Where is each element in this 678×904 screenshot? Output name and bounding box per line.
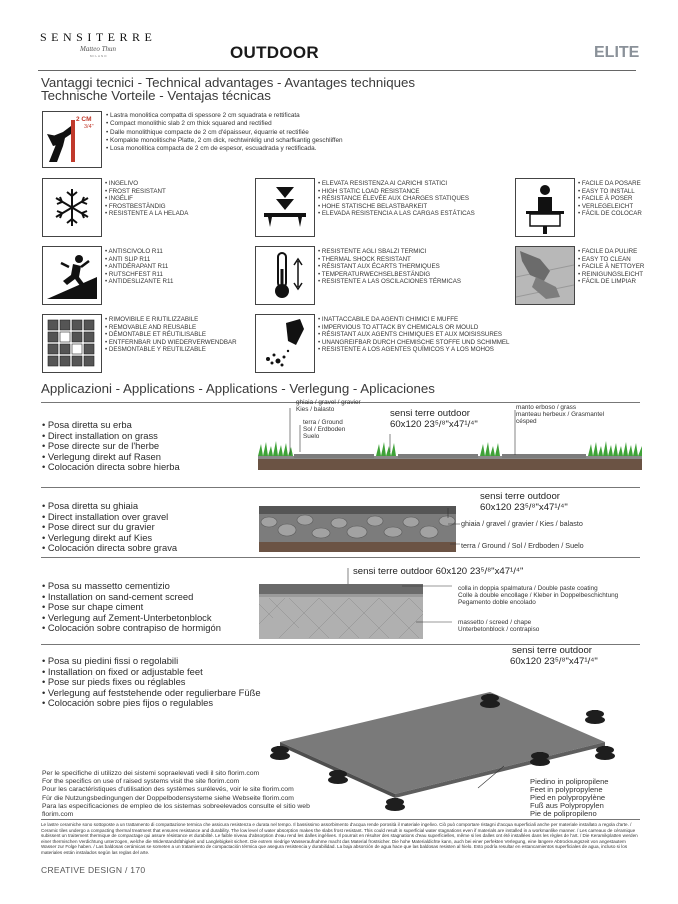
divider [41, 819, 640, 820]
feet-material-label: Piedino in polipropilene Feet in polypropylene Pied en polypropylène Fuß aus Polypropylen Pie de polipropileno [530, 777, 609, 819]
list-item: • Colocación directa sobre grava [42, 543, 242, 554]
gravel-installation-list [42, 501, 242, 554]
list-item: • Lastra monolitica compatta di spessore 2 cm squadrata e rettificata [106, 112, 446, 120]
feet-product-name: sensi terre outdoor [512, 645, 592, 656]
feature-load: • ELEVATA RESISTENZA AI CARICHI STATICI • HIGH STATIC LOAD RESISTANCE • RÉSISTANCE ÉLEVÉE AUX CHARGES STATIQUES • HOHE STATISCHE BELASTBARKEIT • ELEVADA RESISTENCIA A LAS CARGAS ESTÁTICAS [318, 180, 508, 218]
gravel-soil-label: terra / Ground / Sol / Erdboden / Suelo [461, 541, 584, 550]
feature-install: • FACILE DA POSARE • EASY TO INSTALL • FACILE À POSER • VERLEGELEICHT • FÁCIL DE COLOCAR [578, 180, 673, 218]
advantages-heading: Vantaggi tecnici - Technical advantages - Avantages techniques Technische Vorteile - Ventajas técnicas [41, 75, 416, 103]
list-item: • Posa diretta su ghiaia [42, 501, 242, 512]
chemical-icon [255, 314, 315, 373]
list-item: • Colocación directa sobre hierba [42, 462, 242, 473]
list-item: • Pose sur chape ciment [42, 602, 252, 613]
list-item: • Colocación sobre pies fijos o regulables [42, 698, 282, 709]
thermometer-icon [255, 246, 315, 305]
grass-grass-label: manto erboso / grass manteau herbeux / Grasmantel césped [516, 404, 605, 426]
list-item: • Verlegung auf feststehende oder regulierbare Füße [42, 688, 282, 699]
snowflake-icon [42, 178, 102, 237]
feet-note: Per le specifiche di utilizzo dei sistemi sopraelevati vedi il sito florim.com For the specifics on use of raised systems visit the site florim.com Pour les caractéristiques d'utilisation des systèmes surélevés, voir le site florim.com Für die Nutzungsbedingungen der Doppelbodensysteme siehe Webseite florim.com Para las especificaciones de empleo de los sistemas sobreelevados consulte el sitio web florim.com [42, 770, 310, 819]
list-item: • Compact monolithic slab 2 cm thick squared and rectified [106, 120, 446, 128]
brand-signature: Matteo Thun [80, 45, 116, 53]
page-footer: CREATIVE DESIGN / 170 [41, 865, 146, 875]
brand-signature-sub: MILANO [90, 54, 108, 58]
list-item: • Direct installation over gravel [42, 512, 242, 523]
list-item: • Dalle monolithique compacte de 2 cm d'épaisseur, équarrie et rectifiée [106, 129, 446, 137]
grid-removable-icon [42, 314, 102, 373]
list-item: • Posa su piedini fissi o regolabili [42, 656, 282, 667]
load-icon [255, 178, 315, 237]
list-item: • Losa monolítica compacta de 2 cm de espesor, escuadrada y rectificada. [106, 145, 446, 153]
feature-removable: • RIMOVIBILE E RIUTILIZZABILE • REMOVABLE AND REUSABLE • DÉMONTABLE ET RÉUTILISABLE • ENTFERNBAR UND WIEDERVERWENDBAR • DESMONTABLE Y REUTILIZABLE [105, 316, 265, 354]
installer-icon [515, 178, 575, 237]
divider [41, 557, 640, 558]
feature-antislip: • ANTISCIVOLO R11 • ANTI SLIP R11 • ANTIDÉRAPANT R11 • RUTSCHFEST R11 • ANTIDESLIZANTE R11 [105, 248, 245, 286]
gravel-product-size: 60x120 23⁵/⁸"x47¹/⁴" [480, 502, 568, 513]
cleaning-icon [515, 246, 575, 305]
screed-screed-label: massetto / screed / chape Unterbetonblock / contrapiso [458, 619, 540, 634]
grass-soil-label: terra / Ground Sol / Erdboden Suelo [303, 419, 346, 441]
header-divider [38, 70, 636, 71]
grass-installation-list [42, 420, 242, 473]
gravel-diagram [259, 506, 456, 552]
list-item: • Direct installation on grass [42, 431, 242, 442]
screed-glue-label: colla in doppia spalmatura / Double paste coating Colle à double encollage / Kleber in Doppelbeschichtung Pegamento doble encolado [458, 585, 619, 607]
divider [41, 487, 640, 488]
list-item: • Kompakte monolitische Platte, 2 cm dick, rechtwinklig und scharfkantig geschliffen [106, 137, 446, 145]
thickness-description [106, 112, 446, 153]
list-item: • Posa diretta su erba [42, 420, 242, 431]
grass-product-name: sensi terre outdoor [390, 408, 470, 419]
screed-installation-list [42, 581, 252, 634]
grass-gravel-label: ghiaia / gravel / gravier Kies / balasto [296, 399, 361, 414]
thickness-in-label: 3/4" [84, 124, 94, 130]
series-title: ELITE [594, 44, 640, 61]
list-item: • Verlegung direkt auf Kies [42, 533, 242, 544]
collection-title: OUTDOOR [230, 43, 319, 62]
list-item: • Installation on sand-cement screed [42, 592, 252, 603]
gravel-gravel-label: ghiaia / gravel / gravier / Kies / balasto [461, 519, 583, 528]
gravel-product-name: sensi terre outdoor [480, 491, 560, 502]
list-item: • Pose direct sur du gravier [42, 522, 242, 533]
thickness-icon [42, 111, 102, 168]
thickness-cm-label: 2 CM [76, 116, 92, 123]
grass-product-size: 60x120 23⁵/⁸"x47¹/⁴" [390, 419, 478, 430]
list-item: • Pose sur pieds fixes ou réglables [42, 677, 282, 688]
feature-thermal: • RESISTENTE AGLI SBALZI TERMICI • THERMAL SHOCK RESISTANT • RÉSISTANT AUX ÉCARTS THERMIQUES • TEMPERATURWECHSELBESTÄNDIG • RESISTENTE A LAS OSCILACIONES TÉRMICAS [318, 248, 508, 286]
applications-heading: Applicazioni - Applications - Applications - Verlegung - Aplicaciones [41, 381, 435, 396]
screed-product-name: sensi terre outdoor 60x120 23⁵/⁸"x47¹/⁴" [353, 566, 524, 577]
feature-chemical: • INATTACCABILE DA AGENTI CHIMICI E MUFFE • IMPERVIOUS TO ATTACK BY CHEMICALS OR MOULD • RÉSISTANT AUX AGENTS CHIMIQUES ET AUX MOISISSURES • UNANGREIFBAR DURCH CHEMISCHE STOFFE UND SCHIMMEL • RESISTENTE A LOS AGENTES QUÍMICOS Y A LOS MOHOS [318, 316, 518, 354]
list-item: • Pose directe sur de l'herbe [42, 441, 242, 452]
list-item: • Colocación sobre contrapiso de hormigón [42, 623, 252, 634]
brand-logo: SENSITERRE [40, 30, 157, 44]
antislip-icon [42, 246, 102, 305]
fine-print: Le lastre ceramiche sono sottoposte a un trattamento di compattazione termica che assicura resistenza e durata nel tempo. Il bassissimo assorbimento d'acqua rende porosità il materiale ingelivo. Ciò può comportare ristagni d'acqua superficiali anche per materiale installato a regola d'arte. / Ceramic tiles undergo a compacting thermal treatment that ensures resistance and durability. The low level of water absorption makes the slabs frost resistant. This could result in superficial water stagnations even if materials are installed in a workmanlike manner. / Les carreaux de céramique subissent un traitement thermique de compactage qui assure résistance et durabilité. Le faible niveau d'absorption d'eau rend les dalles ingélives. Il pourrait en résulter des stagnations d'eau superficielles, même si les dalles ont été installées dans les règles de l'art. / Die Keramikplatten werden einer thermischen Verdichtung unterzogen, welche die Widerstandsfähigkeit und Langlebigkeit sichert. Die extrem niedrige Wasseraufnahme macht das Material frostsicher. Die hohe Materialdichte kann, auch bei einer perfekten Verlegung, eine längere Abtrocknungszeit von angestautem Wasser zur Folge haben. / Las baldosas cerámicas se someten a un tratamiento de compactación térmica que asegura resistencia y durabilidad. La baja absorción de agua hace que las baldosas resisten al hielo. Esto podría resultar en estancamientos superficiales de agua, incluso si los materiales están instalados según las reglas del arte. [41, 822, 638, 855]
list-item: • Verlegung direkt auf Rasen [42, 452, 242, 463]
list-item: • Posa su massetto cementizio [42, 581, 252, 592]
feet-product-size: 60x120 23⁵/⁸"x47¹/⁴" [510, 656, 598, 667]
feature-clean: • FACILE DA PULIRE • EASY TO CLEAN • FACILE À NETTOYER • REINIGUNGSLEICHT • FÁCIL DE LIMPIAR [578, 248, 673, 286]
list-item: • Verlegung auf Zement-Unterbetonblock [42, 613, 252, 624]
feet-installation-list [42, 656, 282, 709]
feature-frost: • INGELIVO • FROST RESISTANT • INGÉLIF • FROSTBESTÄNDIG • RESISTENTE A LA HELADA [105, 180, 245, 218]
list-item: • Installation on fixed or adjustable feet [42, 667, 282, 678]
